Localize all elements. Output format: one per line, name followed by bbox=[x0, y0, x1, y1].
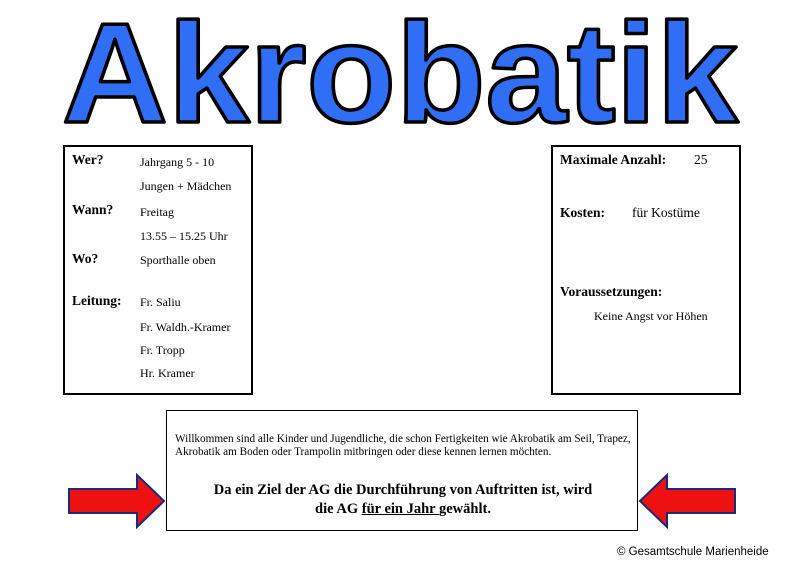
leitung-label: Leitung: bbox=[72, 293, 122, 308]
wer-value-1: Jahrgang 5 - 10 bbox=[140, 155, 215, 169]
arrow-left-icon bbox=[637, 472, 737, 535]
wann-value-1: Freitag bbox=[140, 205, 174, 219]
info-box-right bbox=[551, 145, 741, 395]
max-label: Maximale Anzahl: bbox=[560, 152, 667, 167]
wann-value-2: 13.55 – 15.25 Uhr bbox=[140, 229, 228, 243]
kosten-label: Kosten: bbox=[560, 205, 605, 220]
arrow-right-icon bbox=[67, 472, 167, 535]
wo-label: Wo? bbox=[72, 251, 99, 266]
voraus-label: Voraussetzungen: bbox=[560, 284, 663, 299]
wer-label: Wer? bbox=[72, 152, 104, 167]
leitung-value-2: Fr. Waldh.-Kramer bbox=[140, 320, 231, 334]
leitung-value-1: Fr. Saliu bbox=[140, 295, 181, 309]
leitung-value-4: Hr. Kramer bbox=[140, 366, 195, 380]
kosten-value: für Kostüme bbox=[632, 205, 700, 220]
wo-value: Sporthalle oben bbox=[140, 253, 216, 267]
emphasis-line-2-pre: die AG bbox=[315, 500, 362, 517]
copyright-footer: © Gesamtschule Marienheide bbox=[617, 546, 769, 558]
emphasis-line-2-post: gewählt. bbox=[438, 500, 491, 517]
welcome-text: Willkommen sind alle Kinder und Jugendliche, die schon Fertigkeiten wie Akrobatik am Seil, Trapez, Akrobatik am Boden oder Trampolin mitbringen oder diese kennen lernen möchten. bbox=[175, 433, 631, 459]
info-box-bottom bbox=[166, 410, 638, 531]
emphasis-line-2 bbox=[167, 500, 639, 519]
emphasis-line-1: Da ein Ziel der AG die Durchführung von Auftritten ist, wird bbox=[213, 482, 593, 498]
info-box-left bbox=[63, 145, 253, 395]
leitung-value-3: Fr. Tropp bbox=[140, 343, 185, 357]
wann-label: Wann? bbox=[72, 202, 114, 217]
max-value: 25 bbox=[694, 152, 708, 167]
title-text: Akrobatik bbox=[62, 2, 740, 137]
page-title bbox=[0, 2, 800, 137]
emphasis-text bbox=[167, 481, 639, 518]
emphasis-underlined: für ein Jahr bbox=[361, 500, 439, 517]
wer-value-2: Jungen + Mädchen bbox=[140, 179, 232, 193]
voraus-value: Keine Angst vor Höhen bbox=[594, 309, 708, 323]
